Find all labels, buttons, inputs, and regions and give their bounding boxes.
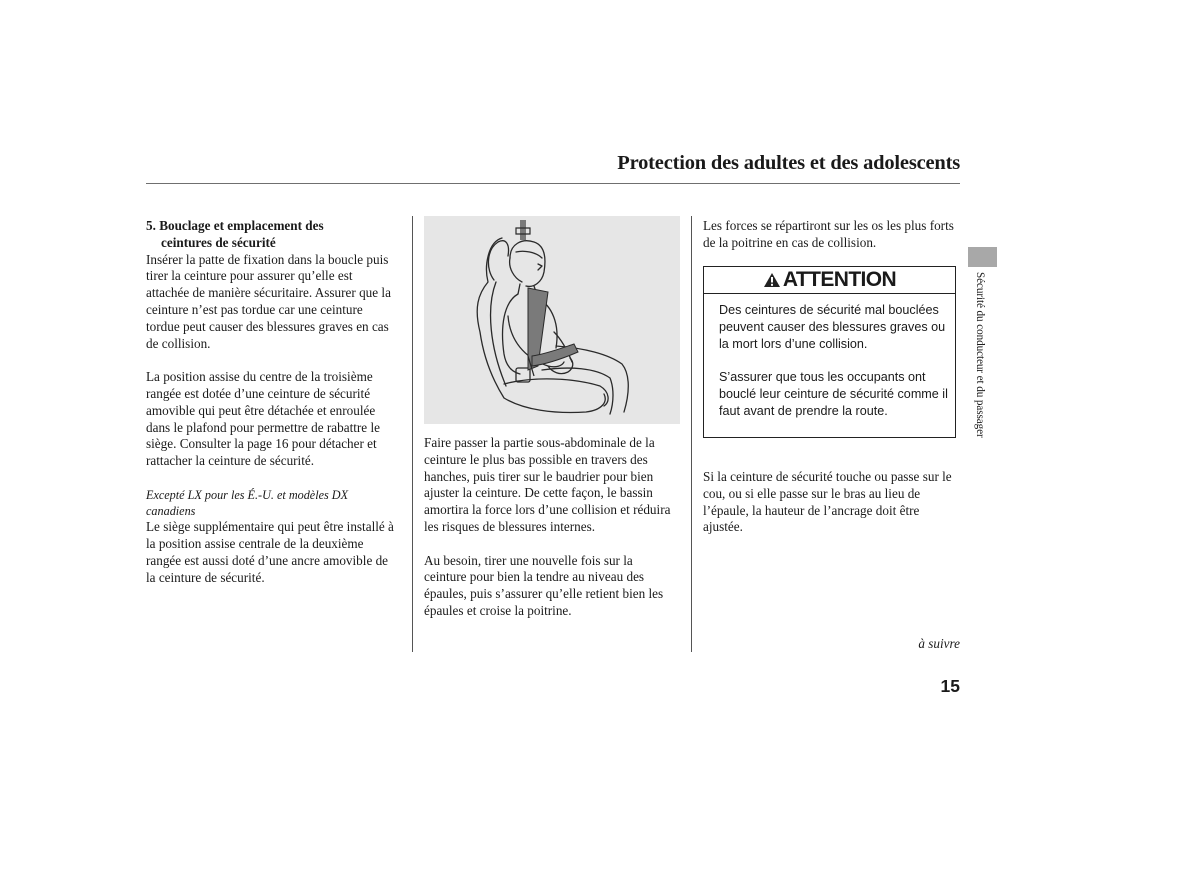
seated-person-with-seatbelt-icon <box>424 216 680 424</box>
col2-paragraph-1: Faire passer la partie sous-abdominale de la ceinture le plus bas possible en travers des hanches, puis tirer sur le baudrier pour bien ajuster la ceinture. De cette façon, le bassin amortira la force lors d’une collision et réduira les risques de blessures internes. <box>424 435 671 534</box>
continued-label: à suivre <box>918 636 960 651</box>
section-heading-number: 5. <box>146 218 156 233</box>
col3-paragraph: Si la ceinture de sécurité touche ou passe sur le cou, ou si elle passe sur le bras au lieu de l’épaule, la hauteur de l’ancrage doit être ajustée. <box>703 469 952 535</box>
warning-paragraph-1: Des ceintures de sécurité mal bouclées peuvent causer des blessures graves ou la mort lors d’une collision. <box>719 303 946 351</box>
warning-triangle-icon <box>763 272 781 288</box>
column-divider-right <box>691 216 692 652</box>
col1-paragraph-1: Insérer la patte de fixation dans la boucle puis tirer la ceinture pour assurer qu’elle est attachée de manière sécuritaire. Assurer que la ceinture n’est pas tordue car une ceinture tordue peut causer des blessures graves en cas de collision. <box>146 251 391 351</box>
page-title: Protection des adultes et des adolescents <box>617 152 960 174</box>
section-heading-line1: Bouclage et emplacement des <box>159 218 324 233</box>
title-rule <box>146 183 960 184</box>
page-number: 15 <box>940 676 960 696</box>
section-tab-marker <box>968 247 997 267</box>
warning-paragraph-2: S’assurer que tous les occupants ont bouclé leur ceinture de sécurité comme il faut avant de prendre la route. <box>719 370 948 418</box>
warning-header <box>704 266 955 294</box>
column-divider-left <box>412 216 413 652</box>
col3-intro: Les forces se répartiront sur les os les plus forts de la poitrine en cas de collision. <box>703 218 954 250</box>
section-heading <box>146 218 398 235</box>
col1-paragraph-2: La position assise du centre de la troisième rangée est dotée d’une ceinture de sécurité amovible qui peut être détachée et enroulée dans le plafond pour permettre de rabattre le siège. Consulter la page 16 pour détacher et rattacher la ceinture de sécurité. <box>146 369 380 469</box>
column-1 <box>146 218 398 587</box>
warning-body <box>719 302 953 420</box>
model-note: Excepté LX pour les É.-U. et modèles DX canadiens <box>146 487 349 519</box>
col1-paragraph-3: Le siège supplémentaire qui peut être installé à la position assise centrale de la deuxième rangée est aussi doté d’une ancre amovible de la ceinture de sécurité. <box>146 519 394 585</box>
seatbelt-illustration <box>424 216 680 424</box>
section-heading-line2: ceintures de sécurité <box>161 234 276 250</box>
section-side-label: Sécurité du conducteur et du passager <box>974 272 986 438</box>
col2-paragraph-2: Au besoin, tirer une nouvelle fois sur la ceinture pour bien la tendre au niveau des épaules, puis s’assurer qu’elle retient bien les épaules et croise la poitrine. <box>424 552 664 618</box>
warning-title: ATTENTION <box>782 267 897 291</box>
column-2 <box>424 435 676 620</box>
